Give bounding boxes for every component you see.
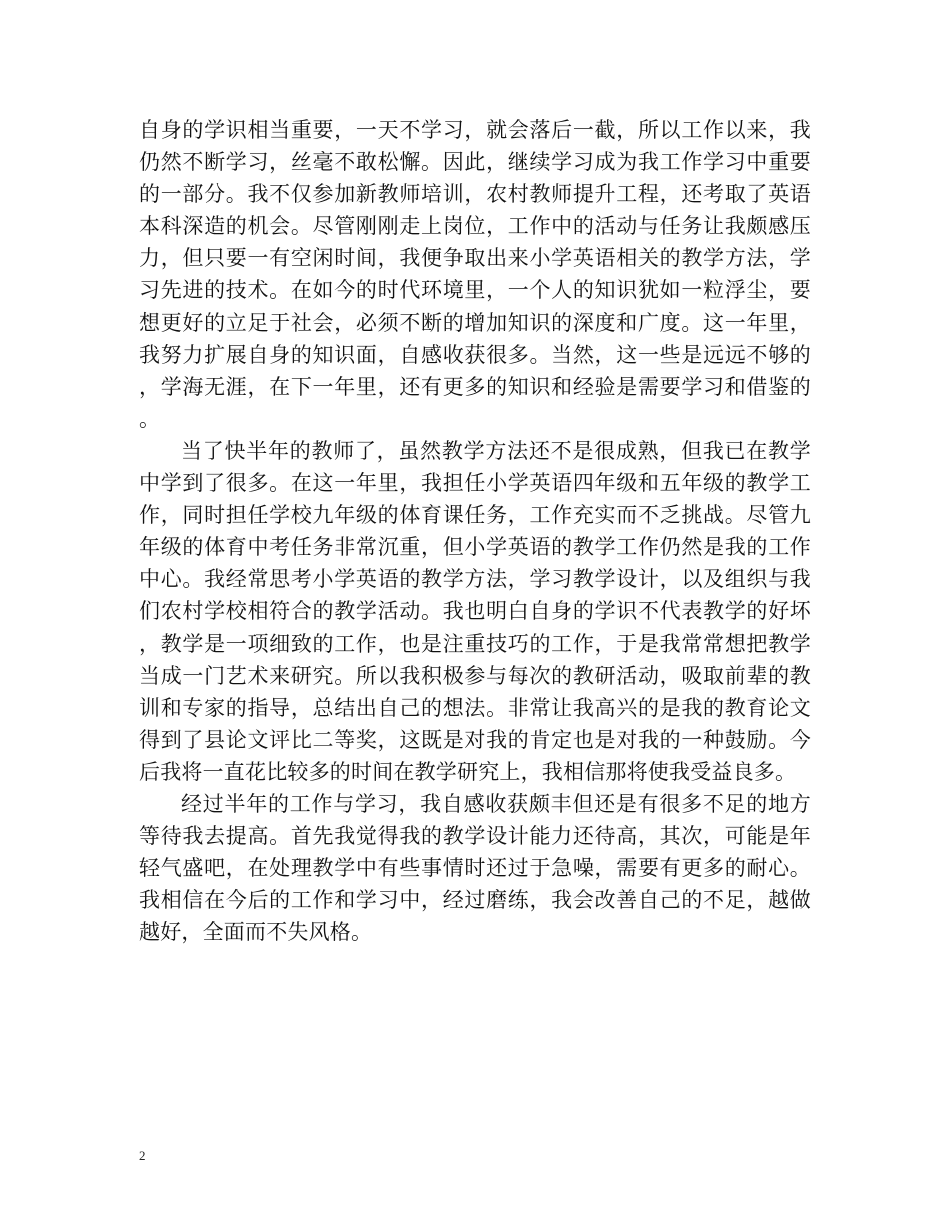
paragraph-shortcomings: 经过半年的工作与学习，我自感收获颇丰但还是有很多不足的地方等待我去提高。首先我觉得我的教学设计能力还待高，其次，可能是年轻气盛吧，在处理教学中有些事情时还过于急噪，需要有更多的耐心。我相信在今后的工作和学习中，经过磨练，我会改善自己的不足，越做越好，全面而不失风格。 [139, 791, 811, 945]
paragraph-continuation: 自身的学识相当重要，一天不学习，就会落后一截，所以工作以来，我仍然不断学习，丝毫不敢松懈。因此，继续学习成为我工作学习中重要的一部分。我不仅参加新教师培训，农村教师提升工程，还考取了英语本科深造的机会。尽管刚刚走上岗位，工作中的活动与任务让我颇感压力，但只要一有空闲时间，我便争取出来小学英语相关的教学方法，学习先进的技术。在如今的时代环境里，一个人的知识犹如一粒浮尘，要想更好的立足于社会，必须不断的增加知识的深度和广度。这一年里，我努力扩展自身的知识面，自感收获很多。当然，这一些是远远不够的，学海无涯，在下一年里，还有更多的知识和经验是需要学习和借鉴的。 [139, 118, 811, 431]
document-body [139, 114, 811, 948]
page-number: 2 [139, 1148, 146, 1163]
paragraph-teaching-experience: 当了快半年的教师了，虽然教学方法还不是很成熟，但我已在教学中学到了很多。在这一年里，我担任小学英语四年级和五年级的教学工作，同时担任学校九年级的体育课任务，工作充实而不乏挑战。尽管九年级的体育中考任务非常沉重，但小学英语的教学工作仍然是我的工作中心。我经常思考小学英语的教学方法，学习教学设计，以及组织与我们农村学校相符合的教学活动。我也明白自身的学识不代表教学的好坏，教学是一项细致的工作，也是注重技巧的工作，于是我常常想把教学当成一门艺术来研究。所以我积极参与每次的教研活动，吸取前辈的教训和专家的指导，总结出自己的想法。非常让我高兴的是我的教育论文得到了县论文评比二等奖，这既是对我的肯定也是对我的一种鼓励。今后我将一直花比较多的时间在教学研究上，我相信那将使我受益良多。 [139, 438, 811, 784]
